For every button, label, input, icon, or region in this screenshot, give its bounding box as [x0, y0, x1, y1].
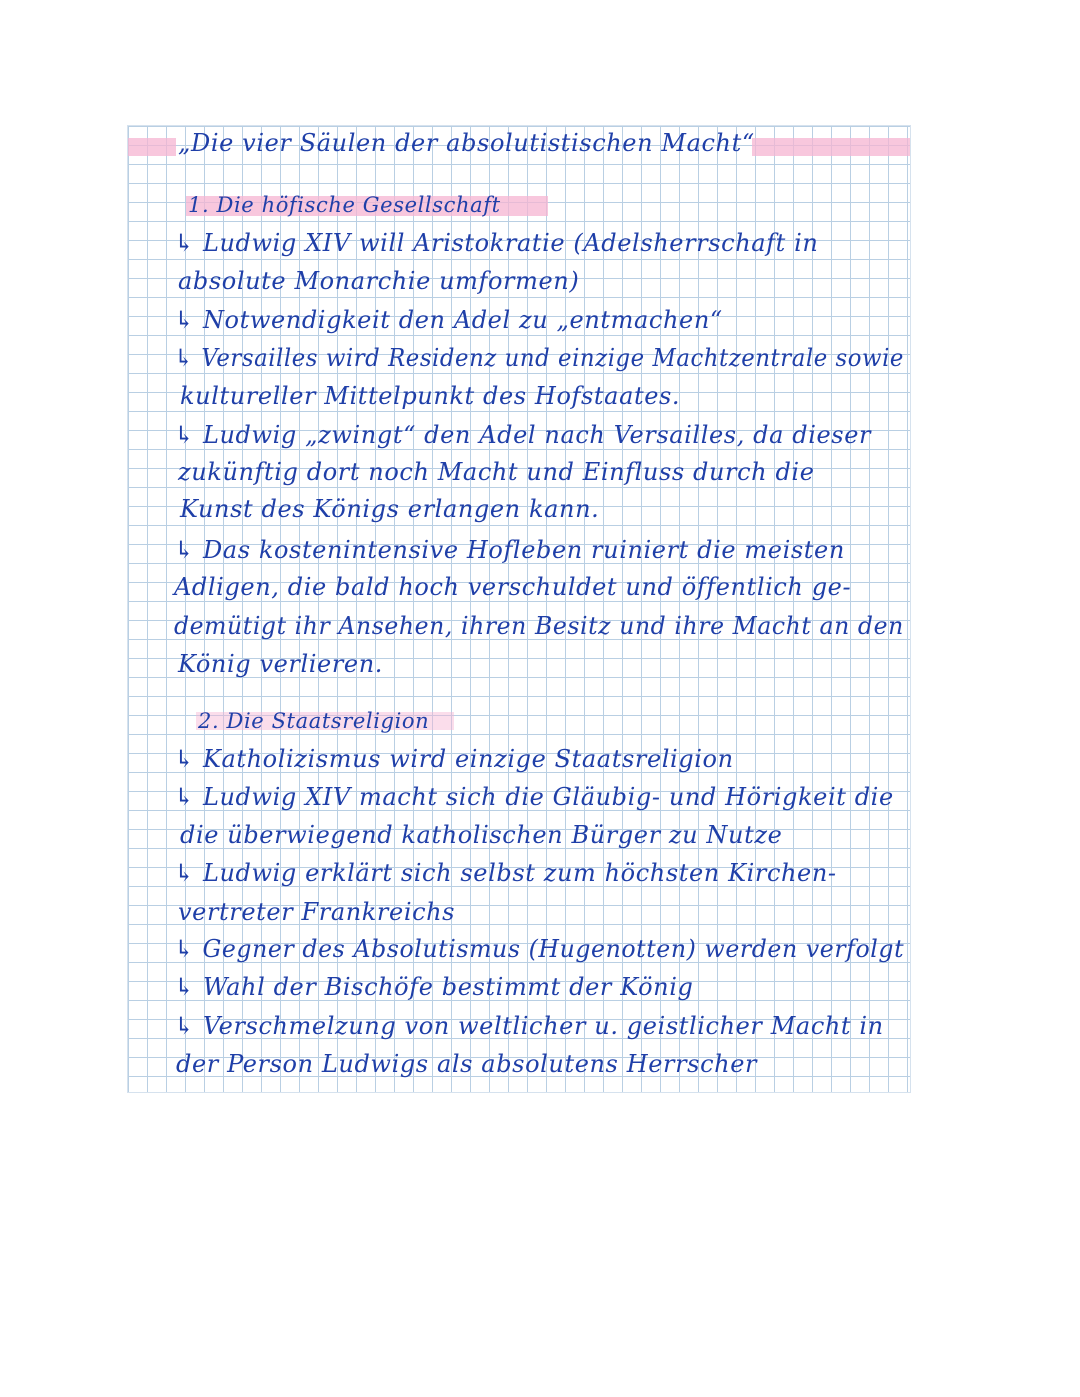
- title-highlight-right: [752, 138, 910, 156]
- section-2-line: der Person Ludwigs als absolutens Herrscher: [176, 1050, 758, 1078]
- section-2-line: ↳ Gegner des Absolutismus (Hugenotten) werden verfolgt: [174, 935, 905, 963]
- section-2-line: vertreter Frankreichs: [178, 898, 456, 926]
- section-1-line: König verlieren.: [178, 650, 384, 678]
- section-2-heading: 2. Die Staatsreligion: [198, 709, 430, 733]
- section-2-line: ↳ Verschmelzung von weltlicher u. geistlicher Macht in: [174, 1012, 884, 1040]
- note-title: „Die vier Säulen der absolutistischen Macht“: [178, 129, 755, 157]
- section-1-line: Kunst des Königs erlangen kann.: [180, 495, 600, 523]
- section-1-line: zukünftig dort noch Macht und Einfluss durch die: [178, 458, 815, 486]
- section-2-line: die überwiegend katholischen Bürger zu Nutze: [180, 821, 783, 849]
- section-1-line: ↳ Notwendigkeit den Adel zu „entmachen“: [174, 306, 723, 334]
- section-2-line: ↳ Ludwig erklärt sich selbst zum höchsten Kirchen-: [174, 859, 837, 887]
- section-1-line: demütigt ihr Ansehen, ihren Besitz und ihre Macht an den: [174, 612, 904, 640]
- section-1-line: ↳ Versailles wird Residenz und einzige Machtzentrale sowie: [174, 344, 904, 372]
- section-2-line: ↳ Ludwig XIV macht sich die Gläubig- und Hörigkeit die: [174, 783, 894, 811]
- section-1-line: Adligen, die bald hoch verschuldet und öffentlich ge-: [174, 573, 852, 601]
- section-2-line: ↳ Katholizismus wird einzige Staatsreligion: [174, 745, 734, 773]
- section-1-line: kultureller Mittelpunkt des Hofstaates.: [180, 382, 681, 410]
- section-1-line: ↳ Ludwig XIV will Aristokratie (Adelsherrschaft in: [174, 229, 819, 257]
- section-1-heading: 1. Die höfische Gesellschaft: [188, 193, 501, 217]
- section-1-line: ↳ Das kostenintensive Hofleben ruiniert die meisten: [174, 536, 845, 564]
- title-highlight: [128, 138, 176, 156]
- section-1-line: ↳ Ludwig „zwingt“ den Adel nach Versailles, da dieser: [174, 421, 872, 449]
- section-2-line: ↳ Wahl der Bischöfe bestimmt der König: [174, 973, 694, 1001]
- section-1-line: absolute Monarchie umformen): [178, 267, 580, 295]
